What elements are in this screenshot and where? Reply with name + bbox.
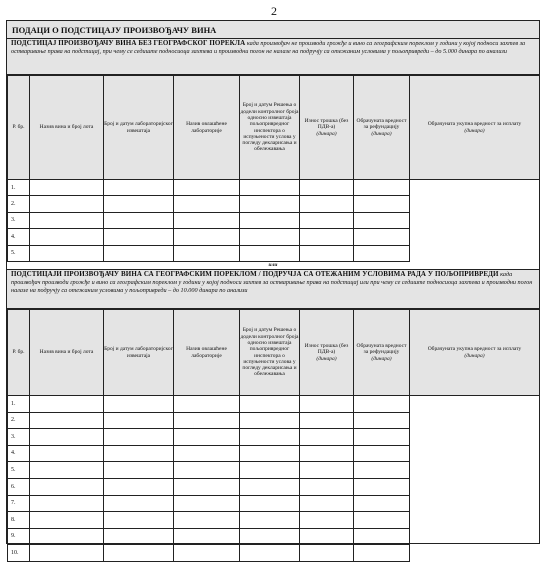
section2-entry-cell[interactable] [354,445,410,462]
section2-entry-cell[interactable] [240,545,300,562]
section2-entry-cell[interactable] [104,495,174,512]
section2-row-number: 3. [8,429,30,446]
section1-column-label: Обрачуната вредност за рефундацију [356,118,407,131]
section2-entry-cell[interactable] [240,429,300,446]
section2-entry-cell[interactable] [30,545,104,562]
section2-row-number: 9. [8,528,30,545]
section1-column-label: Обрачуната укупна вредност за исплату [427,121,522,128]
section2-entry-cell[interactable] [30,445,104,462]
section2-row-number: 7. [8,495,30,512]
section2-entry-cell[interactable] [104,528,174,545]
section1-entry-cell[interactable] [174,212,240,228]
section2-column-unit: (динара) [316,355,337,362]
section1-entry-cell[interactable] [240,196,300,212]
section1-column-label: Износ трошка (без ПДВ-а) [304,118,349,131]
section1-entry-cell[interactable] [300,180,354,196]
section2-row-number: 4. [8,445,30,462]
section1-table [7,75,540,262]
section1-column-label: Назив вина и број лота [39,124,94,131]
section2-entry-cell[interactable] [240,528,300,545]
section1-column-header [30,76,104,180]
section1-entry-cell[interactable] [354,196,410,212]
section2-entry-cell[interactable] [354,528,410,545]
section2-entry-cell[interactable] [300,412,354,429]
section1-entry-cell[interactable] [174,180,240,196]
section1-column-header [354,76,410,180]
section1-entry-cell[interactable] [104,229,174,245]
section2-entry-cell[interactable] [300,462,354,479]
section1-column-unit: (динара) [371,130,392,137]
section2-entry-cell[interactable] [300,478,354,495]
section2-column-label: Назив вина и број лота [39,349,94,356]
section2-entry-cell[interactable] [30,412,104,429]
section1-column-header [240,76,300,180]
section2-entry-cell[interactable] [174,478,240,495]
page-number: 2 [271,4,277,18]
section2-entry-cell[interactable] [30,495,104,512]
main-header: ПОДАЦИ О ПОДСТИЦАЈУ ПРОИЗВОЂАЧУ ВИНА [7,21,539,39]
section1-column-unit: (динара) [316,130,337,137]
section2-entry-cell[interactable] [104,478,174,495]
section2-text: када произвођач производи грожђе и вино са географским пореклом у години у којој подноси захтев за остваривање права на подстицај или при чему се седиште подносиоца захтева и производни погон налазе на подручју са отежаним условима у пољопривреди – до 10.000 динара по анализи [11,271,533,294]
section2-entry-cell[interactable] [174,512,240,529]
section2-row-number: 10. [8,545,30,562]
section2-entry-cell[interactable] [104,445,174,462]
section1-row-number: 4. [8,229,30,245]
section1-entry-cell[interactable] [240,180,300,196]
section2-entry-cell[interactable] [30,429,104,446]
section1-column-header [174,76,240,180]
section2-entry-cell[interactable] [104,545,174,562]
section1-table-row [8,180,540,196]
section2-row-number: 1. [8,396,30,413]
section1-entry-cell[interactable] [354,180,410,196]
section1-row-number: 2. [8,196,30,212]
section2-title: ПОДСТИЦАЈИ ПРОИЗВОЂАЧУ ВИНА СА ГЕОГРАФСКИМ ПОРЕКЛОМ / ПОДРУЧЈА СА ОТЕЖАНИМ УСЛОВИМА РАДА У ПОЉОПРИВРЕДИ [11,270,499,278]
section2-entry-cell[interactable] [300,396,354,413]
section1-column-header [8,76,30,180]
section1-entry-cell[interactable] [240,245,300,261]
section2-entry-cell[interactable] [104,429,174,446]
section2-column-header [240,310,300,396]
section1-title: ПОДСТИЦАЈ ПРОИЗВОЂАЧУ ВИНА БЕЗ ГЕОГРАФСКОГ ПОРЕКЛА [11,39,246,47]
section2-column-header [300,310,354,396]
section2-entry-cell[interactable] [174,445,240,462]
section1-entry-cell[interactable] [30,229,104,245]
section2-entry-cell[interactable] [174,412,240,429]
section2-entry-cell[interactable] [174,462,240,479]
section2-entry-cell[interactable] [174,396,240,413]
section1-entry-cell[interactable] [240,229,300,245]
section1-entry-cell[interactable] [30,196,104,212]
section2-column-label: Број и датум Решења о додели контролног броја односно извештаја пољопривредног инспектора о испуњености услова у погледу декларисања и обележавања [240,327,299,378]
section1-entry-cell[interactable] [300,229,354,245]
section1-row-number: 3. [8,212,30,228]
section2-entry-cell[interactable] [240,495,300,512]
section2-column-label: Број и датум лабораторијског извештаја [104,346,173,359]
section2-entry-cell[interactable] [174,429,240,446]
section2-entry-cell[interactable] [240,396,300,413]
section2-total-cell [410,396,540,562]
section2-entry-cell[interactable] [354,429,410,446]
section1-column-label: Број и датум Решења о додели контролног броја односно извештаја пољопривредног инспектора о испуњености услова у погледу декларисања и обележавања [240,102,299,153]
section2-entry-cell[interactable] [240,412,300,429]
section2-column-label: Обрачуната укупна вредност за исплату [427,346,522,353]
section1-column-header [104,76,174,180]
section2-column-unit: (динара) [464,352,485,359]
section2-entry-cell[interactable] [354,512,410,529]
section1-entry-cell[interactable] [300,245,354,261]
section2-row-number: 2. [8,412,30,429]
section2-entry-cell[interactable] [104,462,174,479]
section2-entry-cell[interactable] [30,528,104,545]
section2-entry-cell[interactable] [240,512,300,529]
section1-entry-cell[interactable] [30,245,104,261]
or-label: или [268,262,278,268]
section1-entry-cell[interactable] [30,212,104,228]
section1-entry-cell[interactable] [240,212,300,228]
section2-column-label: Обрачуната вредност за рефундацију [356,343,407,356]
section2-entry-cell[interactable] [30,478,104,495]
section2-table [7,309,540,562]
section1-entry-cell[interactable] [104,180,174,196]
section1-entry-cell[interactable] [300,212,354,228]
section2-column-label: Р. бр. [12,349,25,356]
section2-row-number: 6. [8,478,30,495]
section1-entry-cell[interactable] [174,245,240,261]
section1-column-label: Број и датум лабораторијског извештаја [104,121,173,134]
section1-header-row [8,76,540,180]
section1-entry-cell[interactable] [174,229,240,245]
section2-entry-cell[interactable] [240,478,300,495]
section2-entry-cell[interactable] [30,396,104,413]
section2-entry-cell[interactable] [240,445,300,462]
section2-entry-cell[interactable] [300,495,354,512]
section1-entry-cell[interactable] [30,180,104,196]
section1-entry-cell[interactable] [354,212,410,228]
section1-body [8,180,540,262]
section2-entry-cell[interactable] [174,545,240,562]
section2-column-header [104,310,174,396]
section2-entry-cell[interactable] [354,495,410,512]
section2-entry-cell[interactable] [354,462,410,479]
section2-entry-cell[interactable] [240,462,300,479]
section2-entry-cell[interactable] [104,512,174,529]
section2-column-header [8,310,30,396]
section2-column-label: Износ трошка (без ПДВ-а) [304,343,349,356]
section1-entry-cell[interactable] [354,245,410,261]
section2-entry-cell[interactable] [300,528,354,545]
section2-header-row [8,310,540,396]
section2-entry-cell[interactable] [174,528,240,545]
section2-column-unit: (динара) [371,355,392,362]
section2-entry-cell[interactable] [300,429,354,446]
section2-body [8,396,540,562]
section1-entry-cell[interactable] [104,245,174,261]
section1-column-label: Р. бр. [12,124,25,131]
section2-column-label: Назив овлашћене лабораторије [186,346,227,359]
section2-column-header [410,310,540,396]
section1-entry-cell[interactable] [104,196,174,212]
section2-entry-cell[interactable] [104,396,174,413]
section1-total-cell [410,180,540,262]
section2-column-header [174,310,240,396]
form-frame [6,20,540,556]
section2-entry-cell[interactable] [104,412,174,429]
section2-entry-cell[interactable] [354,545,410,562]
section2-entry-cell[interactable] [174,495,240,512]
section1-description [7,39,539,75]
section2-entry-cell[interactable] [300,545,354,562]
section1-column-unit: (динара) [464,127,485,134]
section1-column-label: Назив овлашћене лабораторије [186,121,227,134]
section2-entry-cell[interactable] [300,445,354,462]
section2-entry-cell[interactable] [30,462,104,479]
section2-row-number: 5. [8,462,30,479]
section1-entry-cell[interactable] [174,196,240,212]
section1-text: када произвођач не производи грожђе и вино са географским пореклом у години у којој подноси захтев за остваривање права на подстицај, при чему се седиште подносиоца захтева и производни погон не налазе на подручју са отежаним условима у пољопривреди – до 5.000 динара по анализи [11,40,526,55]
section2-entry-cell[interactable] [300,512,354,529]
section1-column-header [410,76,540,180]
section2-entry-cell[interactable] [30,512,104,529]
section2-description [7,269,539,309]
section2-entry-cell[interactable] [354,396,410,413]
section1-row-number: 1. [8,180,30,196]
section1-entry-cell[interactable] [104,212,174,228]
section2-entry-cell[interactable] [354,412,410,429]
section1-row-number: 5. [8,245,30,261]
section1-entry-cell[interactable] [300,196,354,212]
section2-column-header [30,310,104,396]
section1-entry-cell[interactable] [354,229,410,245]
section2-entry-cell[interactable] [354,478,410,495]
section1-column-header [300,76,354,180]
section2-row-number: 8. [8,512,30,529]
section2-column-header [354,310,410,396]
section2-table-row [8,396,540,413]
